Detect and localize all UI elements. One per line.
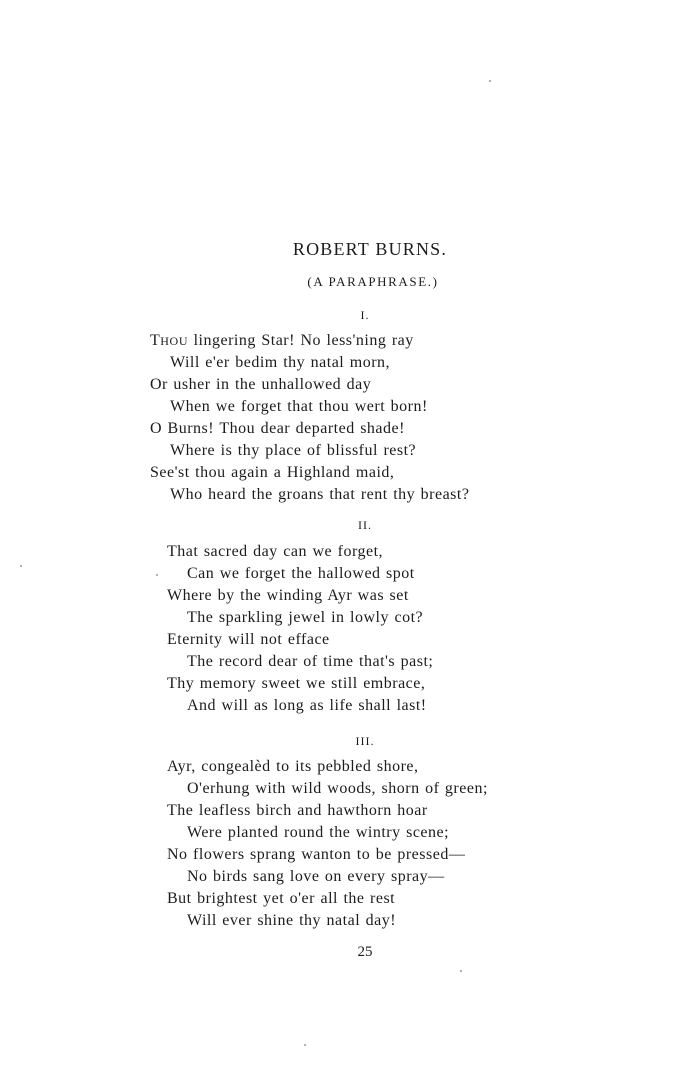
stanza-line: When we forget that thou wert born! bbox=[170, 398, 428, 415]
stanza-line: No birds sang love on every spray— bbox=[187, 868, 445, 885]
stanza-line: No flowers sprang wanton to be pressed— bbox=[167, 846, 466, 863]
stanza-line bbox=[150, 330, 469, 352]
scan-speck bbox=[489, 80, 491, 82]
stanza-line: O Burns! Thou dear departed shade! bbox=[150, 420, 405, 437]
stanza-line: Who heard the groans that rent thy breast? bbox=[170, 486, 470, 503]
poem-subtitle: (A PARAPHRASE.) bbox=[307, 274, 439, 289]
stanza-line: The record dear of time that's past; bbox=[187, 653, 434, 670]
scan-speck bbox=[156, 574, 158, 576]
stanza-line: But brightest yet o'er all the rest bbox=[167, 890, 396, 907]
stanza-line: Can we forget the hallowed spot bbox=[187, 565, 415, 582]
stanza-line: Or usher in the unhallowed day bbox=[150, 376, 372, 393]
first-word-smallcaps: HOU bbox=[160, 334, 189, 348]
stanza-1 bbox=[150, 330, 469, 506]
stanza-line: Eternity will not efface bbox=[167, 631, 330, 648]
stanza-line: Ayr, congealèd to its pebbled shore, bbox=[167, 758, 419, 775]
first-word-initial: T bbox=[150, 332, 161, 349]
stanza-line: See'st thou again a Highland maid, bbox=[150, 464, 395, 481]
stanza-line: O'erhung with wild woods, shorn of green; bbox=[187, 780, 488, 797]
stanza-3 bbox=[167, 756, 488, 932]
stanza-line: The sparkling jewel in lowly cot? bbox=[187, 609, 424, 626]
poem-title: ROBERT BURNS. bbox=[292, 239, 448, 259]
stanza-line: Where by the winding Ayr was set bbox=[167, 587, 409, 604]
first-line-text: lingering Star! No less'ning ray bbox=[188, 332, 414, 349]
scan-speck bbox=[460, 970, 462, 972]
stanza-line: And will as long as life shall last! bbox=[187, 697, 427, 714]
stanza-line: Will e'er bedim thy natal morn, bbox=[170, 354, 391, 371]
scan-speck bbox=[304, 1044, 306, 1046]
stanza-line: Were planted round the wintry scene; bbox=[187, 824, 450, 841]
page-number: 25 bbox=[357, 944, 373, 960]
stanza-2-numeral: II. bbox=[358, 518, 372, 532]
stanza-1-numeral: I. bbox=[360, 308, 370, 322]
stanza-line: The leafless birch and hawthorn hoar bbox=[167, 802, 428, 819]
scan-speck bbox=[20, 565, 22, 567]
stanza-line: Will ever shine thy natal day! bbox=[187, 912, 397, 929]
stanza-line: Where is thy place of blissful rest? bbox=[170, 442, 417, 459]
stanza-line: That sacred day can we forget, bbox=[167, 543, 384, 560]
stanza-3-numeral: III. bbox=[355, 734, 375, 748]
stanza-line: Thy memory sweet we still embrace, bbox=[167, 675, 426, 692]
stanza-2 bbox=[167, 541, 433, 717]
